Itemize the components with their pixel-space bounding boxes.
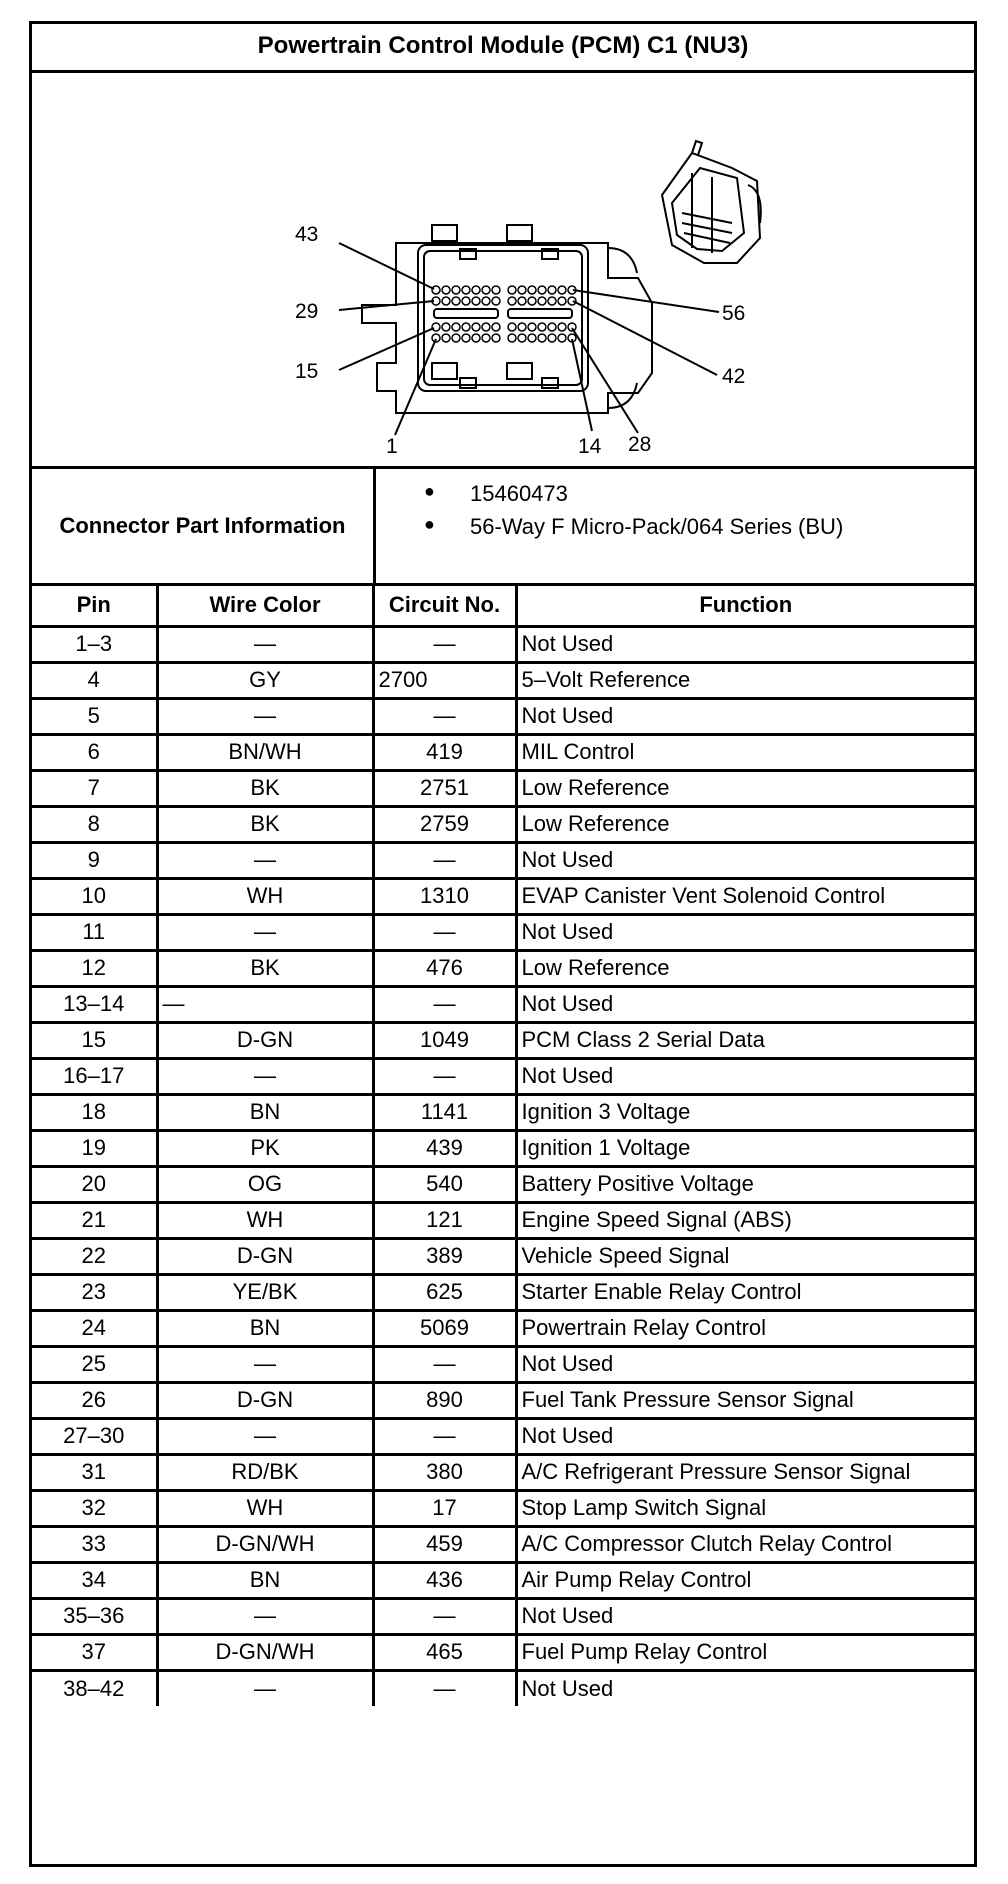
cell-circuit: 625	[373, 1274, 516, 1310]
table-row	[32, 1562, 974, 1598]
pinout-sheet	[29, 21, 977, 1867]
table-row	[32, 950, 974, 986]
cell-circuit: 389	[373, 1238, 516, 1274]
cell-circuit: 890	[373, 1382, 516, 1418]
table-row	[32, 1454, 974, 1490]
cell-function: Not Used	[516, 842, 974, 878]
table-row	[32, 1202, 974, 1238]
table-row	[32, 1526, 974, 1562]
table-header-row	[32, 586, 974, 626]
table-row	[32, 1274, 974, 1310]
bullet-icon: ●	[424, 514, 435, 534]
cell-wire-color: —	[157, 842, 373, 878]
table-body	[32, 626, 974, 1706]
cell-pin: 5	[32, 698, 157, 734]
cell-circuit: 436	[373, 1562, 516, 1598]
cell-circuit: 2700	[373, 662, 516, 698]
cell-function: Not Used	[516, 1598, 974, 1634]
cell-wire-color: WH	[157, 1202, 373, 1238]
cell-function: Battery Positive Voltage	[516, 1166, 974, 1202]
table-row	[32, 1166, 974, 1202]
connector-info	[32, 469, 974, 586]
cell-function: Low Reference	[516, 806, 974, 842]
cell-circuit: 476	[373, 950, 516, 986]
cell-function: Not Used	[516, 1670, 974, 1706]
cell-wire-color: D-GN	[157, 1238, 373, 1274]
cell-function: Air Pump Relay Control	[516, 1562, 974, 1598]
table-row	[32, 1598, 974, 1634]
cell-pin: 37	[32, 1634, 157, 1670]
connector-info-list: ● 15460473 ● 56-Way F Micro-Pack/064 Series (BU)	[424, 481, 844, 539]
cell-function: Not Used	[516, 1346, 974, 1382]
cell-pin: 31	[32, 1454, 157, 1490]
cell-circuit: 2759	[373, 806, 516, 842]
cell-circuit: 419	[373, 734, 516, 770]
cell-function: Fuel Tank Pressure Sensor Signal	[516, 1382, 974, 1418]
table-row	[32, 1634, 974, 1670]
pin-label-28: 28	[628, 433, 652, 456]
cell-function: PCM Class 2 Serial Data	[516, 1022, 974, 1058]
cell-circuit: —	[373, 698, 516, 734]
table-row	[32, 1238, 974, 1274]
cell-function: A/C Compressor Clutch Relay Control	[516, 1526, 974, 1562]
table-row	[32, 1094, 974, 1130]
cell-pin: 21	[32, 1202, 157, 1238]
cell-wire-color: BN	[157, 1310, 373, 1346]
cell-circuit: 465	[373, 1634, 516, 1670]
cell-function: A/C Refrigerant Pressure Sensor Signal	[516, 1454, 974, 1490]
cell-pin: 22	[32, 1238, 157, 1274]
connector-figure	[32, 73, 974, 469]
cell-wire-color: D-GN/WH	[157, 1526, 373, 1562]
cell-circuit: —	[373, 842, 516, 878]
cell-circuit: —	[373, 914, 516, 950]
table-row	[32, 1130, 974, 1166]
cell-circuit: 1049	[373, 1022, 516, 1058]
cell-function: Engine Speed Signal (ABS)	[516, 1202, 974, 1238]
cell-wire-color: —	[157, 1058, 373, 1094]
table-row	[32, 1670, 974, 1706]
cell-circuit: 5069	[373, 1310, 516, 1346]
pin-label-56: 56	[722, 302, 746, 325]
cell-wire-color: WH	[157, 1490, 373, 1526]
cell-wire-color: —	[157, 1670, 373, 1706]
header-circuit-no: Circuit No.	[373, 586, 516, 626]
cell-wire-color: —	[157, 1598, 373, 1634]
cell-pin: 12	[32, 950, 157, 986]
table-row	[32, 1022, 974, 1058]
table-row	[32, 842, 974, 878]
pin-label-42: 42	[722, 365, 746, 388]
pin-label-14: 14	[578, 435, 602, 458]
cell-pin: 27–30	[32, 1418, 157, 1454]
cell-circuit: 121	[373, 1202, 516, 1238]
cell-function: Vehicle Speed Signal	[516, 1238, 974, 1274]
cell-pin: 25	[32, 1346, 157, 1382]
cell-circuit: 459	[373, 1526, 516, 1562]
cell-circuit: 2751	[373, 770, 516, 806]
cell-circuit: 1310	[373, 878, 516, 914]
pinout-table	[32, 586, 974, 1706]
table-row	[32, 1346, 974, 1382]
cell-circuit: —	[373, 626, 516, 662]
table-row	[32, 914, 974, 950]
header-wire-color: Wire Color	[157, 586, 373, 626]
cell-function: Not Used	[516, 986, 974, 1022]
cell-pin: 10	[32, 878, 157, 914]
connector-diagram	[32, 73, 974, 466]
cell-wire-color: BK	[157, 770, 373, 806]
cell-function: Low Reference	[516, 950, 974, 986]
cell-pin: 34	[32, 1562, 157, 1598]
cell-pin: 15	[32, 1022, 157, 1058]
cell-pin: 7	[32, 770, 157, 806]
table-row	[32, 878, 974, 914]
pin-label-43: 43	[295, 223, 319, 246]
cell-wire-color: WH	[157, 878, 373, 914]
table-row	[32, 662, 974, 698]
cell-pin: 18	[32, 1094, 157, 1130]
header-function: Function	[516, 586, 974, 626]
cell-function: Low Reference	[516, 770, 974, 806]
cell-wire-color: BN/WH	[157, 734, 373, 770]
table-row	[32, 986, 974, 1022]
table-row	[32, 1382, 974, 1418]
cell-pin: 24	[32, 1310, 157, 1346]
cell-function: Not Used	[516, 914, 974, 950]
cell-function: Starter Enable Relay Control	[516, 1274, 974, 1310]
cell-function: Powertrain Relay Control	[516, 1310, 974, 1346]
cell-wire-color: BN	[157, 1562, 373, 1598]
cell-wire-color: RD/BK	[157, 1454, 373, 1490]
cell-circuit: 1141	[373, 1094, 516, 1130]
cell-function: Stop Lamp Switch Signal	[516, 1490, 974, 1526]
cell-circuit: 17	[373, 1490, 516, 1526]
cell-circuit: —	[373, 986, 516, 1022]
cell-pin: 26	[32, 1382, 157, 1418]
pin-label-29: 29	[295, 300, 319, 323]
cell-function: EVAP Canister Vent Solenoid Control	[516, 878, 974, 914]
cell-circuit: —	[373, 1058, 516, 1094]
cell-function: Ignition 1 Voltage	[516, 1130, 974, 1166]
cell-wire-color: BN	[157, 1094, 373, 1130]
cell-pin: 11	[32, 914, 157, 950]
cell-circuit: —	[373, 1418, 516, 1454]
cell-pin: 38–42	[32, 1670, 157, 1706]
cell-pin: 33	[32, 1526, 157, 1562]
table-row	[32, 734, 974, 770]
cell-function: Not Used	[516, 1418, 974, 1454]
cell-pin: 6	[32, 734, 157, 770]
cell-wire-color: —	[157, 1418, 373, 1454]
cell-pin: 9	[32, 842, 157, 878]
cell-pin: 19	[32, 1130, 157, 1166]
cell-circuit: —	[373, 1670, 516, 1706]
cell-pin: 4	[32, 662, 157, 698]
table-row	[32, 698, 974, 734]
cell-pin: 16–17	[32, 1058, 157, 1094]
cell-wire-color: OG	[157, 1166, 373, 1202]
header-pin: Pin	[32, 586, 157, 626]
cell-pin: 35–36	[32, 1598, 157, 1634]
table-row	[32, 1418, 974, 1454]
cell-function: Not Used	[516, 626, 974, 662]
cell-wire-color: YE/BK	[157, 1274, 373, 1310]
cell-function: Ignition 3 Voltage	[516, 1094, 974, 1130]
cell-wire-color: PK	[157, 1130, 373, 1166]
cell-wire-color: D-GN/WH	[157, 1634, 373, 1670]
pin-label-15: 15	[295, 360, 319, 383]
cell-wire-color: D-GN	[157, 1382, 373, 1418]
cell-wire-color: BK	[157, 806, 373, 842]
cell-pin: 23	[32, 1274, 157, 1310]
cell-circuit: —	[373, 1346, 516, 1382]
bullet-icon: ●	[424, 481, 435, 501]
connector-info-label: Connector Part Information	[32, 469, 376, 583]
table-row	[32, 806, 974, 842]
cell-function: Not Used	[516, 1058, 974, 1094]
cell-wire-color: BK	[157, 950, 373, 986]
cell-function: 5–Volt Reference	[516, 662, 974, 698]
cell-wire-color: —	[157, 626, 373, 662]
cell-function: Fuel Pump Relay Control	[516, 1634, 974, 1670]
table-row	[32, 1490, 974, 1526]
cell-circuit: 439	[373, 1130, 516, 1166]
cell-pin: 32	[32, 1490, 157, 1526]
cell-circuit: 380	[373, 1454, 516, 1490]
cell-function: Not Used	[516, 698, 974, 734]
cell-wire-color: —	[157, 698, 373, 734]
cell-wire-color: —	[157, 1346, 373, 1382]
cell-wire-color: —	[157, 986, 373, 1022]
cell-circuit: 540	[373, 1166, 516, 1202]
cell-wire-color: GY	[157, 662, 373, 698]
cell-wire-color: D-GN	[157, 1022, 373, 1058]
pin-label-1: 1	[386, 435, 398, 458]
table-row	[32, 626, 974, 662]
cell-circuit: —	[373, 1598, 516, 1634]
cell-function: MIL Control	[516, 734, 974, 770]
page-title: Powertrain Control Module (PCM) C1 (NU3)	[32, 24, 974, 73]
cell-wire-color: —	[157, 914, 373, 950]
table-row	[32, 1058, 974, 1094]
cell-pin: 8	[32, 806, 157, 842]
cell-pin: 20	[32, 1166, 157, 1202]
table-row	[32, 770, 974, 806]
cell-pin: 1–3	[32, 626, 157, 662]
cell-pin: 13–14	[32, 986, 157, 1022]
table-row	[32, 1310, 974, 1346]
